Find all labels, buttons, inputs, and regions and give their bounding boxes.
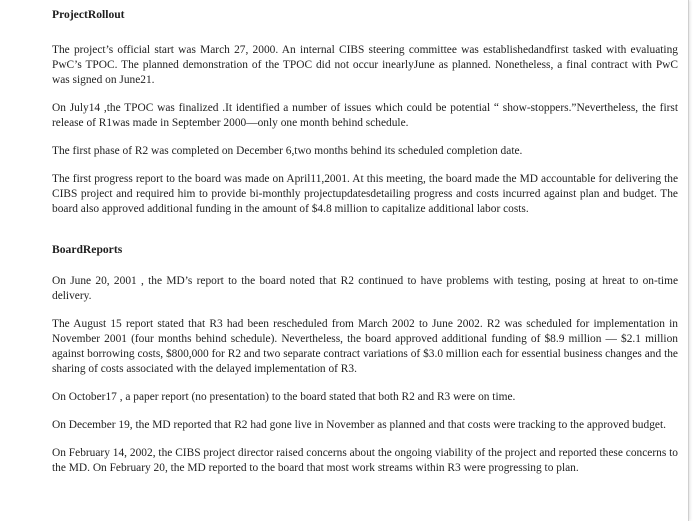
paragraph-february-report: On February 14, 2002, the CIBS project director raised concerns about the ongoing viability of the project and reported these concerns to the MD. On February 20, the MD reported to the board that most work streams within R3 were progressing to plan. (52, 447, 678, 474)
paragraph-r2-first-phase: The first phase of R2 was completed on December 6,two months behind its scheduled completion date. (52, 145, 523, 157)
paragraph-october-report: On October17 , a paper report (no presentation) to the board stated that both R2 and R3 were on time. (52, 391, 516, 403)
document-body (52, 7, 678, 476)
paragraph-june-report: On June 20, 2001 , the MD’s report to the board noted that R2 continued to have problems with testing, posing at hreat to on-time delivery. (52, 275, 678, 302)
paragraph-project-start: The project’s official start was March 27, 2000. An internal CIBS steering committee was establishedandfirst tasked with evaluating PwC’s TPOC. The planned demonstration of the TPOC did not occur inearlyJune as planned. Nonetheless, a final contract with PwC was signed on June21. (52, 44, 678, 86)
paragraph-tpoc-finalized: On July14 ,the TPOC was finalized .It identified a number of issues which could be potential “ show-stoppers.”Nevertheless, the first release of R1was made in September 2000—only one month behind schedule. (52, 102, 678, 129)
section-heading-board-reports: BoardReports (52, 243, 123, 256)
paragraph-august-report: The August 15 report stated that R3 had been rescheduled from March 2002 to June 2002. R2 was scheduled for implementation in November 2001 (four months behind schedule). Nevertheless, the board approved additional funding of $8.9 million — $2.1 million against borrowing costs, $800,000 for R2 and two separate contract variations of $3.0 million each for essential business changes and the sharing of costs associated with the delayed implementation of R3. (52, 318, 678, 375)
section-heading-project-rollout: ProjectRollout (52, 8, 125, 21)
paragraph-first-progress-report: The first progress report to the board was made on April11,2001. At this meeting, the board made the MD accountable for delivering the CIBS project and required him to provide bi-monthly projectupdatesdetailing progress and costs incurred against plan and budget. The board also approved additional funding in the amount of $4.8 million to capitalize additional labor costs. (52, 173, 678, 215)
paragraph-december-report: On December 19, the MD reported that R2 had gone live in November as planned and that costs were tracking to the approved budget. (52, 419, 666, 431)
page-cutoff-fade (0, 511, 688, 521)
